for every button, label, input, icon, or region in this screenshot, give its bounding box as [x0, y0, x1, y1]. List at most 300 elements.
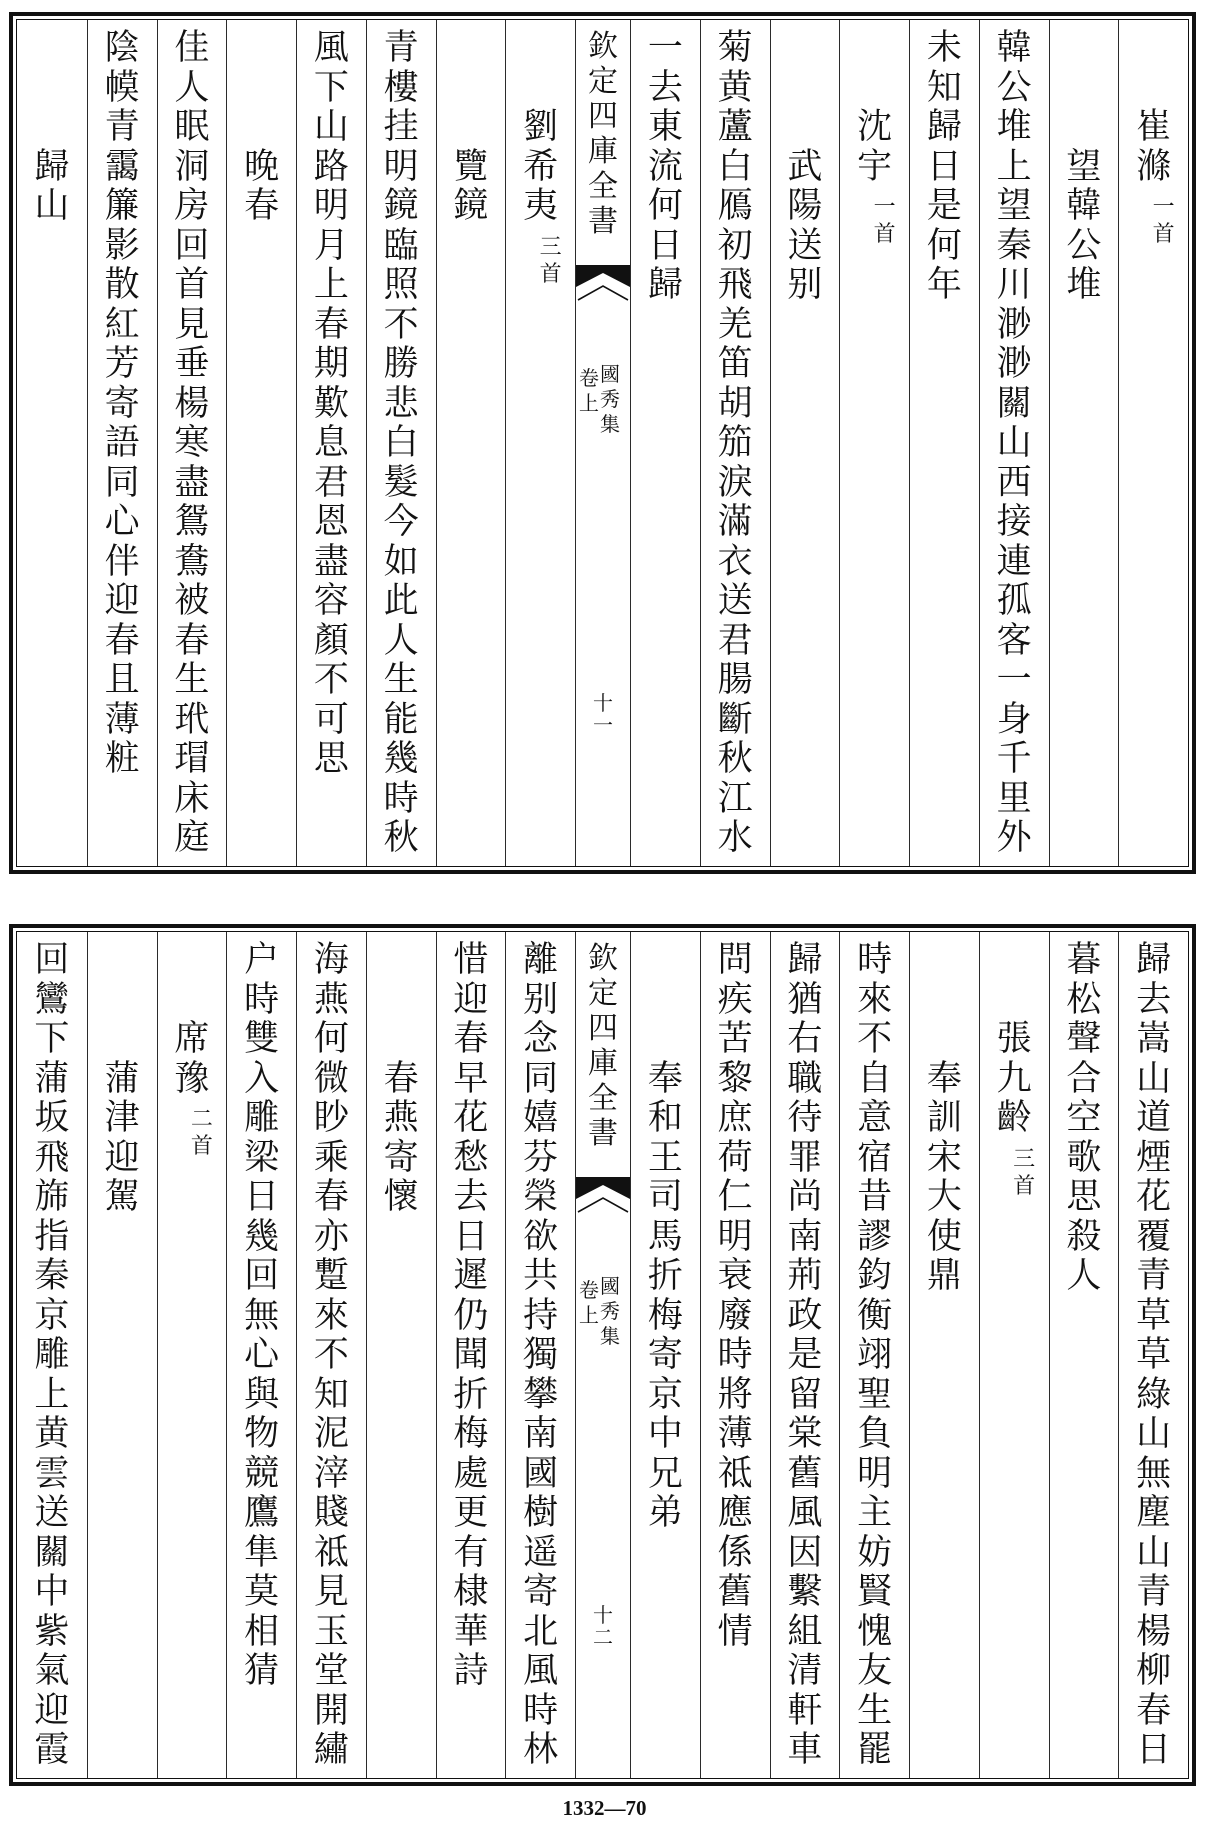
glyph: 懷: [383, 1177, 419, 1217]
glyph: 挂: [383, 107, 419, 147]
glyph: 秦: [34, 1256, 70, 1296]
glyph: 念: [523, 1019, 559, 1059]
glyph: 右: [787, 1019, 823, 1059]
glyph: 劉: [523, 107, 559, 147]
author-name: [521, 108, 561, 227]
glyph: 上: [34, 1374, 70, 1415]
glyph: 日: [453, 1216, 489, 1257]
glyph: 時: [244, 979, 280, 1020]
glyph: 黎: [717, 1058, 753, 1099]
glyph: 斷: [717, 699, 753, 740]
glyph: 十: [593, 1603, 613, 1627]
glyph: 下: [34, 1019, 70, 1059]
glyph: 生: [174, 660, 210, 700]
collection-title: [576, 29, 630, 239]
glyph: 霞: [34, 1730, 70, 1770]
glyph: 秋: [383, 818, 419, 858]
text-column: [436, 932, 506, 1778]
glyph: 明: [857, 1453, 893, 1494]
poem-count-note: [872, 194, 898, 248]
glyph: 欽: [588, 29, 618, 64]
glyph: 渺: [996, 344, 1032, 384]
text-column: [366, 20, 436, 866]
text-column: [1049, 20, 1119, 866]
glyph: 幾: [383, 739, 419, 779]
glyph: 意: [857, 1098, 893, 1138]
glyph: 思: [1066, 1177, 1102, 1217]
poem-count-note: [1151, 194, 1177, 248]
glyph: 羌: [717, 304, 753, 345]
glyph: 時: [717, 1335, 753, 1375]
text-column: [770, 932, 840, 1778]
glyph: 床: [174, 778, 210, 819]
glyph: 秋: [717, 739, 753, 779]
glyph: 容: [313, 581, 349, 621]
glyph: 因: [787, 1532, 823, 1573]
glyph: 欲: [523, 1216, 559, 1257]
glyph: 草: [1136, 1335, 1172, 1375]
glyph: 奉: [926, 1058, 962, 1099]
glyph: 奉: [647, 1058, 683, 1099]
glyph: 雕: [34, 1335, 70, 1375]
glyph: 折: [453, 1374, 489, 1415]
glyph: 林: [523, 1730, 559, 1770]
glyph: 道: [1136, 1098, 1172, 1138]
glyph: 樹: [523, 1493, 559, 1533]
poem-line: [242, 941, 282, 1692]
glyph: 韓: [1066, 186, 1102, 226]
glyph: 此: [383, 581, 419, 621]
glyph: 留: [787, 1374, 823, 1415]
glyph: 見: [174, 304, 210, 345]
poem-line: [645, 29, 685, 306]
glyph: 韓: [996, 28, 1032, 68]
glyph: 中: [647, 1414, 683, 1454]
glyph: 去: [1136, 979, 1172, 1020]
glyph: 指: [34, 1216, 70, 1257]
poem-title: [1064, 148, 1104, 306]
glyph: 蒲: [34, 1058, 70, 1099]
glyph: 王: [647, 1137, 683, 1178]
glyph: 首: [190, 1134, 213, 1159]
glyph: 房: [174, 186, 210, 226]
poem-count-note: [1011, 1146, 1037, 1200]
glyph: 青: [104, 107, 140, 147]
glyph: 靄: [104, 146, 140, 187]
glyph: 山: [313, 107, 349, 147]
glyph: 入: [244, 1058, 280, 1099]
glyph: 一: [593, 713, 613, 737]
glyph: 賢: [857, 1572, 893, 1612]
glyph: 十: [593, 691, 613, 715]
glyph: 時: [523, 1690, 559, 1731]
glyph: 風: [313, 28, 349, 68]
glyph: 不: [313, 1335, 349, 1375]
glyph: 寄: [523, 1572, 559, 1612]
glyph: 荷: [717, 1137, 753, 1178]
glyph: 是: [787, 1335, 823, 1375]
glyph: 南: [787, 1216, 823, 1257]
glyph: 盡: [313, 541, 349, 582]
glyph: 海: [313, 940, 349, 980]
glyph: 散: [104, 265, 140, 305]
glyph: 開: [313, 1690, 349, 1731]
glyph: 送: [34, 1493, 70, 1533]
glyph: 疾: [717, 979, 753, 1020]
glyph: 望: [996, 186, 1032, 226]
glyph: 一: [647, 28, 683, 68]
glyph: 塵: [1136, 1493, 1172, 1533]
glyph: 迎: [34, 1690, 70, 1731]
glyph: 明: [717, 1216, 753, 1257]
text-column: [700, 932, 770, 1778]
glyph: 聖: [857, 1374, 893, 1415]
glyph: 無: [1136, 1453, 1172, 1494]
glyph: 一: [996, 660, 1032, 700]
glyph: 蘆: [717, 107, 753, 147]
glyph: 去: [453, 1177, 489, 1217]
glyph: 盡: [174, 462, 210, 503]
glyph: 乘: [313, 1137, 349, 1178]
glyph: 梅: [453, 1414, 489, 1454]
glyph: 西: [996, 462, 1032, 503]
glyph: 公: [1066, 225, 1102, 266]
glyph: 堆: [1066, 265, 1102, 305]
poem-line: [785, 941, 825, 1771]
glyph: 蒲: [104, 1058, 140, 1099]
glyph: 京: [34, 1295, 70, 1336]
glyph: 山: [1136, 1414, 1172, 1454]
glyph: 春: [453, 1019, 489, 1059]
glyph: 客: [996, 620, 1032, 661]
glyph: 與: [244, 1374, 280, 1415]
glyph: 豫: [174, 1058, 210, 1099]
glyph: 孤: [996, 581, 1032, 621]
glyph: 何: [926, 225, 962, 266]
glyph: 翊: [857, 1335, 893, 1375]
glyph: 書: [588, 204, 618, 239]
glyph: 白: [717, 146, 753, 187]
glyph: 髮: [383, 462, 419, 503]
glyph: 飛: [717, 265, 753, 305]
glyph: 臨: [383, 225, 419, 266]
glyph: 望: [1066, 146, 1102, 187]
glyph: 雲: [34, 1453, 70, 1494]
glyph: 關: [34, 1532, 70, 1573]
glyph: 人: [383, 620, 419, 661]
glyph: 國: [600, 1274, 620, 1298]
glyph: 組: [787, 1611, 823, 1652]
fish-tail-ornament: [576, 263, 630, 303]
glyph: 榮: [523, 1177, 559, 1217]
glyph: 鏡: [383, 186, 419, 226]
glyph: 歸: [787, 940, 823, 980]
glyph: 南: [523, 1414, 559, 1454]
text-column: [1049, 932, 1119, 1778]
author-name: [1134, 108, 1174, 187]
glyph: 笳: [717, 423, 753, 463]
glyph: 華: [453, 1611, 489, 1652]
glyph: 春: [174, 620, 210, 661]
glyph: 别: [523, 979, 559, 1020]
glyph: 鼎: [926, 1256, 962, 1296]
glyph: 春: [313, 1177, 349, 1217]
glyph: 負: [857, 1414, 893, 1454]
glyph: 時: [383, 778, 419, 819]
glyph: 舊: [787, 1453, 823, 1494]
glyph: 淚: [717, 462, 753, 503]
glyph: 影: [104, 225, 140, 266]
glyph: 被: [174, 581, 210, 621]
glyph: 眇: [313, 1098, 349, 1138]
glyph: 梁: [244, 1137, 280, 1178]
glyph: 清: [787, 1651, 823, 1691]
glyph: 上: [313, 265, 349, 305]
glyph: 未: [926, 28, 962, 68]
glyph: 四: [588, 99, 618, 134]
glyph: 青: [383, 28, 419, 68]
glyph: 簾: [104, 186, 140, 226]
text-column: [157, 932, 227, 1778]
glyph: 如: [383, 541, 419, 582]
glyph: 知: [926, 67, 962, 108]
text-column: [630, 932, 700, 1778]
glyph: 二: [190, 1107, 213, 1132]
glyph: 日: [647, 225, 683, 266]
poem-line: [521, 941, 561, 1771]
glyph: 定: [588, 976, 618, 1011]
glyph: 武: [787, 146, 823, 187]
glyph: 集: [600, 1324, 620, 1348]
glyph: 首: [1013, 1173, 1036, 1199]
glyph: 歌: [1066, 1137, 1102, 1178]
glyph: 三: [539, 234, 562, 260]
folio-number: [576, 1604, 630, 1648]
glyph: 伴: [104, 541, 140, 582]
glyph: 廢: [717, 1295, 753, 1336]
glyph: 迎: [453, 979, 489, 1020]
glyph: 薄: [717, 1414, 753, 1454]
glyph: 下: [313, 67, 349, 108]
glyph: 佳: [174, 28, 210, 68]
glyph: 芬: [523, 1137, 559, 1178]
text-column: [770, 20, 840, 866]
glyph: 心: [104, 502, 140, 542]
glyph: 江: [717, 778, 753, 819]
glyph: 山: [996, 423, 1032, 463]
poem-title: [785, 148, 825, 306]
glyph: 歸: [926, 107, 962, 147]
glyph: 軒: [787, 1690, 823, 1731]
glyph: 上: [579, 1303, 599, 1327]
glyph: 鏡: [453, 186, 489, 226]
glyph: 泥: [313, 1414, 349, 1454]
glyph: 秀: [600, 387, 620, 411]
glyph: 沈: [857, 107, 893, 147]
glyph: 衣: [717, 541, 753, 582]
glyph: 晚: [244, 146, 280, 187]
poem-line: [715, 29, 755, 859]
glyph: 今: [383, 502, 419, 542]
text-column: [1118, 20, 1188, 866]
glyph: 妨: [857, 1532, 893, 1573]
glyph: 尚: [787, 1177, 823, 1217]
author-name: [172, 1020, 212, 1099]
glyph: 九: [996, 1058, 1032, 1099]
glyph: 别: [787, 265, 823, 305]
glyph: 希: [523, 146, 559, 187]
glyph: 寒: [174, 423, 210, 463]
glyph: 生: [383, 660, 419, 700]
glyph: 遲: [453, 1256, 489, 1296]
glyph: 問: [717, 940, 753, 980]
glyph: 弟: [647, 1493, 683, 1533]
glyph: 水: [717, 818, 753, 858]
glyph: 津: [104, 1098, 140, 1138]
glyph: 歸: [647, 265, 683, 305]
glyph: 宋: [926, 1137, 962, 1178]
glyph: 回: [174, 225, 210, 266]
glyph: 春: [244, 186, 280, 226]
glyph: 日: [926, 146, 962, 187]
text-column: [630, 20, 700, 866]
glyph: 嵩: [1136, 1019, 1172, 1059]
glyph: 主: [857, 1493, 893, 1533]
glyph: 聞: [453, 1335, 489, 1375]
glyph: 張: [996, 1019, 1032, 1059]
glyph: 中: [34, 1572, 70, 1612]
glyph: 何: [313, 1019, 349, 1059]
glyph: 荊: [787, 1256, 823, 1296]
glyph: 綠: [1136, 1374, 1172, 1415]
glyph: 首: [1152, 222, 1175, 247]
glyph: 罪: [787, 1137, 823, 1178]
glyph: 上: [996, 146, 1032, 187]
glyph: 卷: [579, 1278, 599, 1302]
glyph: 悲: [383, 383, 419, 424]
glyph: 有: [453, 1532, 489, 1573]
poem-line: [381, 29, 421, 859]
glyph: 流: [647, 146, 683, 187]
glyph: 堂: [313, 1651, 349, 1691]
glyph: 嬉: [523, 1098, 559, 1138]
glyph: 駕: [104, 1177, 140, 1217]
text-column: [436, 20, 506, 866]
glyph: 蹔: [313, 1256, 349, 1296]
glyph: 初: [717, 225, 753, 266]
glyph: 物: [244, 1414, 280, 1454]
glyph: 回: [34, 940, 70, 980]
glyph: 國: [600, 362, 620, 386]
glyph: 首: [873, 222, 896, 247]
glyph: 秀: [600, 1299, 620, 1323]
poem-line: [855, 941, 895, 1771]
glyph: 鴈: [717, 186, 753, 226]
glyph: 年: [926, 265, 962, 305]
glyph: 見: [313, 1572, 349, 1612]
glyph: 楊: [1136, 1611, 1172, 1652]
glyph: 青: [1136, 1572, 1172, 1612]
glyph: 紫: [34, 1611, 70, 1652]
glyph: 回: [244, 1256, 280, 1296]
poem-title: [381, 1060, 421, 1218]
glyph: 人: [174, 67, 210, 108]
glyph: 攀: [523, 1374, 559, 1415]
glyph: 山: [34, 186, 70, 226]
poem-count-note: [538, 234, 564, 288]
glyph: 去: [647, 67, 683, 108]
glyph: 眠: [174, 107, 210, 147]
glyph: 寄: [104, 383, 140, 424]
glyph: 恩: [313, 502, 349, 542]
glyph: 春: [313, 304, 349, 345]
glyph: 書: [588, 1116, 618, 1151]
glyph: 是: [926, 186, 962, 226]
glyph: 芳: [104, 344, 140, 384]
poem-line: [715, 941, 755, 1652]
glyph: 不: [383, 304, 419, 345]
poem-line: [311, 29, 351, 780]
glyph: 身: [996, 699, 1032, 740]
glyph: 謬: [857, 1216, 893, 1257]
glyph: 松: [1066, 979, 1102, 1020]
glyph: 腸: [717, 660, 753, 700]
glyph: 二: [593, 1625, 613, 1649]
glyph: 覽: [453, 146, 489, 187]
poem-title: [645, 1060, 685, 1534]
glyph: 滓: [313, 1453, 349, 1494]
glyph: 覆: [1136, 1216, 1172, 1257]
glyph: 衡: [857, 1295, 893, 1336]
page-frame: [16, 931, 1189, 1779]
page-code: 1332—70: [562, 1796, 647, 1820]
glyph: 係: [717, 1532, 753, 1573]
glyph: 舊: [717, 1572, 753, 1612]
glyph: 昔: [857, 1177, 893, 1217]
glyph: 庶: [717, 1098, 753, 1138]
glyph: 鴛: [174, 502, 210, 542]
poem-title: [451, 148, 491, 227]
glyph: 君: [313, 462, 349, 503]
folio-number: [576, 692, 630, 736]
text-column: [979, 20, 1049, 866]
glyph: 殺: [1066, 1216, 1102, 1257]
glyph: 寄: [383, 1137, 419, 1178]
glyph: 一: [1152, 195, 1175, 220]
glyph: 胡: [717, 383, 753, 424]
glyph: 花: [453, 1098, 489, 1138]
glyph: 詩: [453, 1651, 489, 1691]
glyph: 旆: [34, 1177, 70, 1217]
glyph: 司: [647, 1177, 683, 1217]
glyph: 送: [717, 581, 753, 621]
glyph: 兄: [647, 1453, 683, 1494]
glyph: 獨: [523, 1335, 559, 1375]
glyph: 同: [523, 1058, 559, 1099]
glyph: 楊: [174, 383, 210, 424]
glyph: 折: [647, 1256, 683, 1296]
glyph: 白: [383, 423, 419, 463]
text-column: [296, 932, 366, 1778]
glyph: 花: [1136, 1177, 1172, 1217]
poem-line: [1064, 941, 1104, 1297]
glyph: 待: [787, 1098, 823, 1138]
glyph: 笛: [717, 344, 753, 384]
glyph: 風: [523, 1651, 559, 1691]
glyph: 明: [313, 186, 349, 226]
text-column: [700, 20, 770, 866]
author-name: [994, 1020, 1034, 1139]
